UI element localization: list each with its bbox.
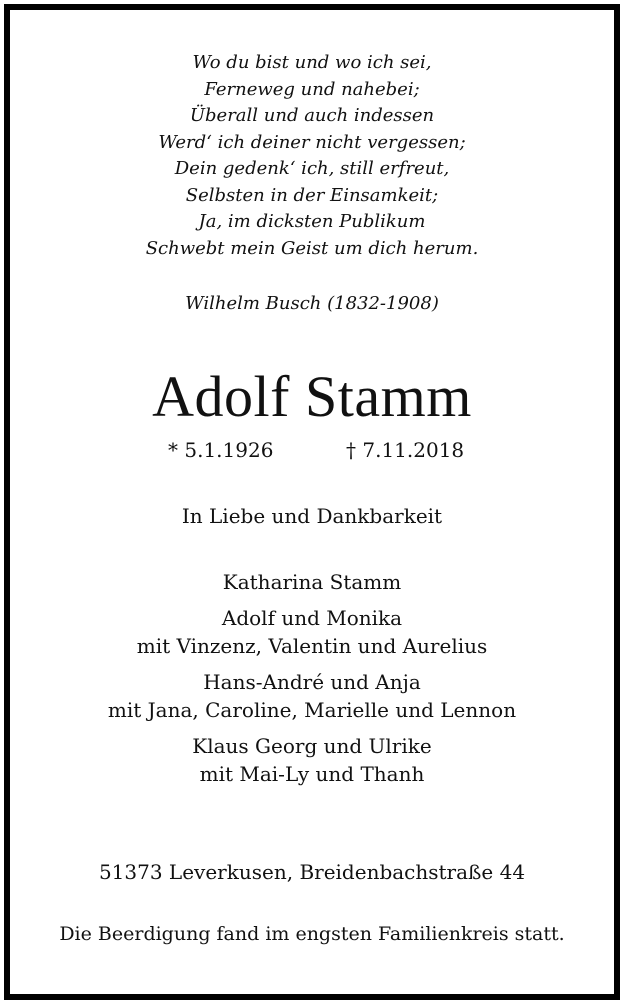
family-name: Adolf und Monika bbox=[221, 606, 403, 630]
family-name: Hans-André und Anja bbox=[203, 670, 421, 694]
birth-date: * 5.1.1926 bbox=[168, 438, 274, 462]
obituary-content bbox=[10, 10, 614, 994]
family-name: Katharina Stamm bbox=[222, 570, 402, 594]
death-date: † 7.11.2018 bbox=[346, 438, 465, 462]
family-group bbox=[10, 732, 614, 788]
deceased-name: Adolf Stamm bbox=[152, 364, 472, 429]
poem-line: Werd‘ ich deiner nicht vergessen; bbox=[158, 131, 466, 153]
dedication: In Liebe und Dankbarkeit bbox=[181, 504, 443, 528]
poem-line: Dein gedenk‘ ich, still erfreut, bbox=[174, 158, 450, 179]
funeral-note: Die Beerdigung fand im engsten Familienkreis statt. bbox=[59, 923, 565, 945]
obituary-border bbox=[4, 4, 620, 1000]
poem-line: Überall und auch indessen bbox=[189, 105, 435, 126]
family-group bbox=[10, 604, 614, 660]
poem-author: Wilhelm Busch (1832-1908) bbox=[185, 293, 439, 314]
family-children: mit Vinzenz, Valentin und Aurelius bbox=[136, 634, 488, 658]
poem bbox=[10, 50, 614, 262]
family-name: Klaus Georg und Ulrike bbox=[192, 734, 432, 758]
poem-line: Ja, im dicksten Publikum bbox=[198, 211, 426, 232]
poem-line: Selbsten in der Einsamkeit; bbox=[185, 184, 439, 206]
address: 51373 Leverkusen, Breidenbachstraße 44 bbox=[98, 860, 526, 884]
life-dates bbox=[10, 438, 614, 466]
poem-line: Wo du bist und wo ich sei, bbox=[192, 52, 432, 73]
family-list bbox=[10, 568, 614, 796]
family-children: mit Jana, Caroline, Marielle und Lennon bbox=[107, 698, 517, 722]
family-group bbox=[10, 568, 614, 596]
family-children: mit Mai-Ly und Thanh bbox=[199, 762, 425, 786]
family-group bbox=[10, 668, 614, 724]
poem-line: Schwebt mein Geist um dich herum. bbox=[145, 237, 479, 259]
poem-line: Ferneweg und nahebei; bbox=[204, 78, 420, 100]
